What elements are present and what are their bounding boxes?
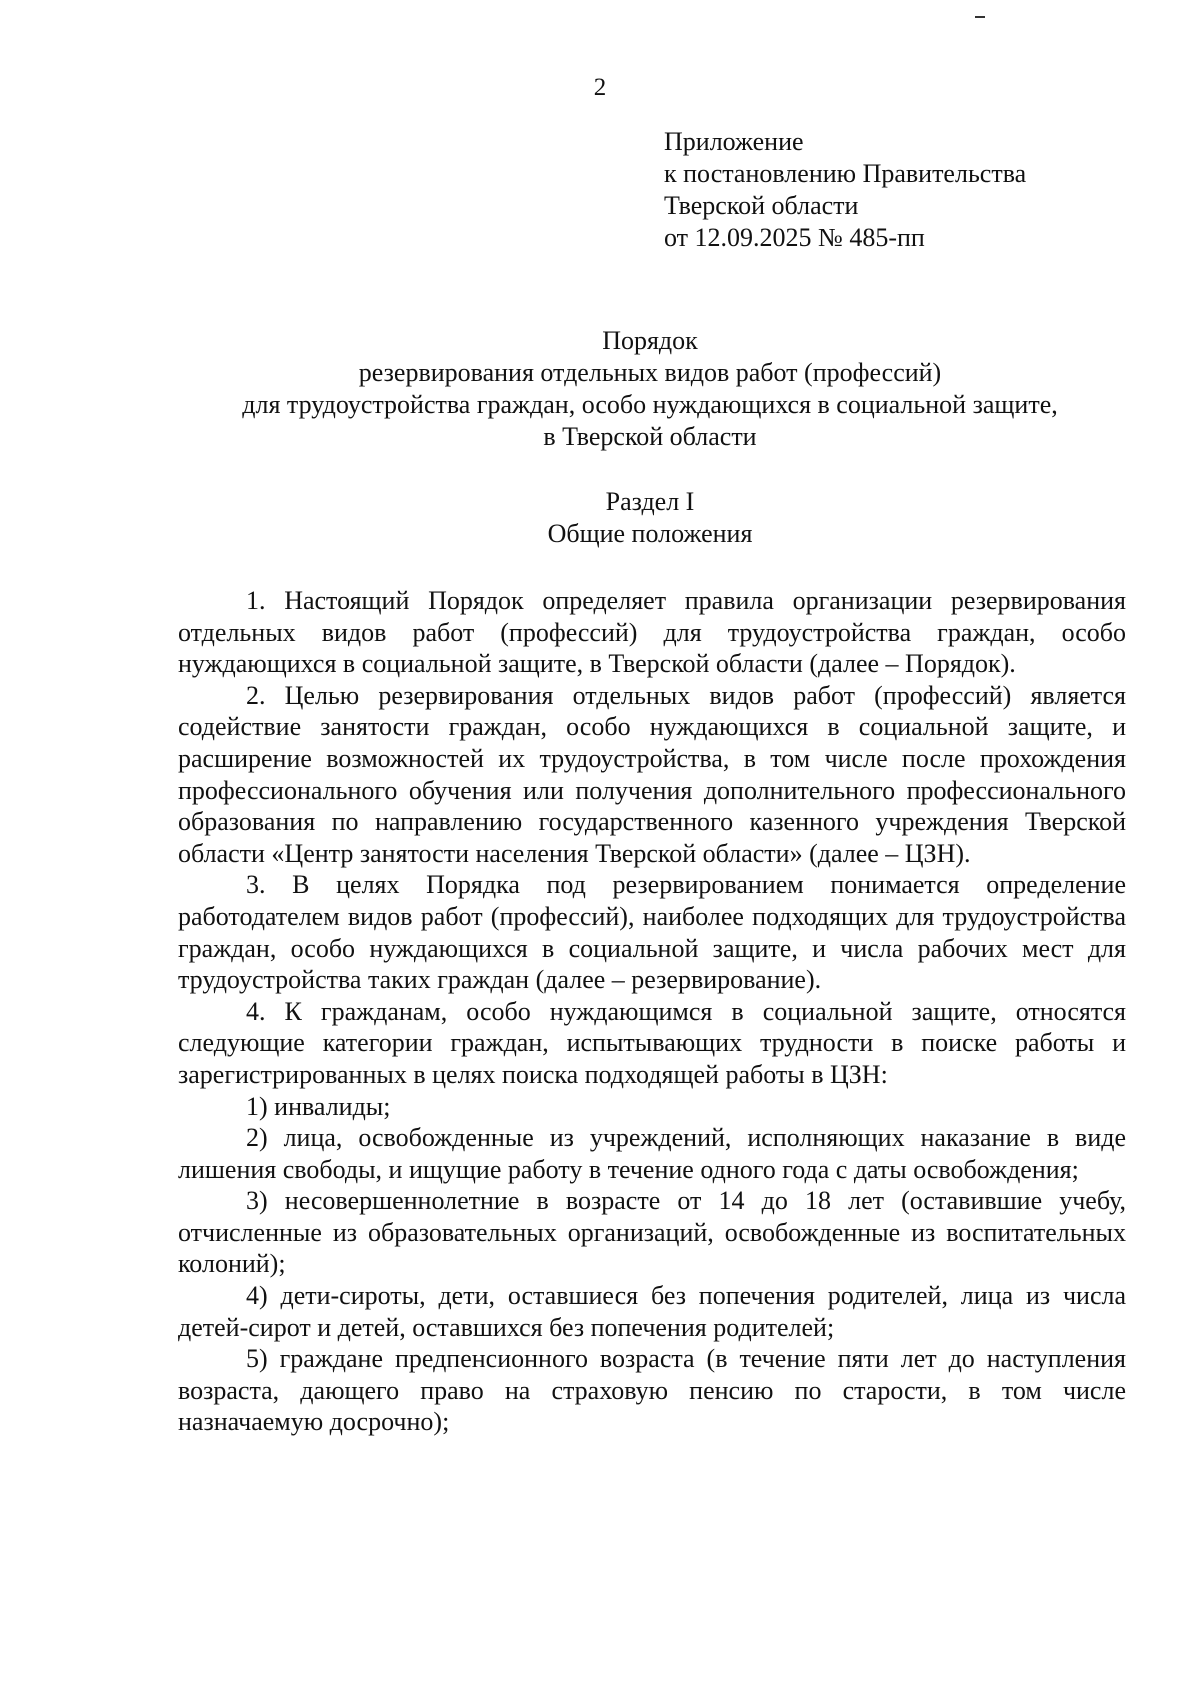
list-item-2: 2) лица, освобожденные из учреждений, исполняющих наказание в виде лишения свободы, и ищущие работу в течение одного года с даты освобождения; [178, 1123, 1126, 1184]
title-line: для трудоустройства граждан, особо нуждающихся в социальной защите, [242, 390, 1058, 419]
list-item-1: 1) инвалиды; [246, 1091, 391, 1121]
title-line: Порядок [602, 326, 698, 355]
appendix-line: от 12.09.2025 № 485-пп [664, 223, 925, 252]
title-line: в Тверской области [543, 422, 757, 451]
list-item-5: 5) граждане предпенсионного возраста (в течение пяти лет до наступления возраста, дающего право на страховую пенсию по старости, в том числе назначаемую досрочно); [178, 1344, 1126, 1437]
section-heading [150, 486, 1150, 550]
scan-speck [975, 16, 985, 18]
paragraph-2: 2. Целью резервирования отдельных видов работ (профессий) является содействие занятости граждан, особо нуждающихся в социальной защите, и расширение возможностей их трудоустройства, в том числе после прохождения профессионального обучения или получения дополнительного профессионального образования по направлению государственного казенного учреждения Тверской области «Центр занятости населения Тверской области» (далее – ЦЗН). [178, 680, 1126, 868]
appendix-line: Приложение [664, 127, 804, 156]
paragraph-3: 3. В целях Порядка под резервированием понимается определение работодателем видов работ (профессий), наиболее подходящих для трудоустройства граждан, особо нуждающихся в социальной защите, и числа рабочих мест для трудоустройства таких граждан (далее – резервирование). [178, 870, 1126, 995]
document-title [150, 325, 1150, 453]
page-number: 2 [593, 74, 607, 101]
list-item-3: 3) несовершеннолетние в возрасте от 14 до 18 лет (оставившие учебу, отчисленные из образовательных организаций, освобожденные из воспитательных колоний); [178, 1186, 1126, 1279]
body-text [178, 585, 1126, 1438]
list-item-4: 4) дети-сироты, дети, оставшиеся без попечения родителей, лица из числа детей-сирот и детей, оставшихся без попечения родителей; [178, 1281, 1126, 1342]
appendix-line: к постановлению Правительства [664, 159, 1027, 188]
paragraph-4: 4. К гражданам, особо нуждающимся в социальной защите, относятся следующие категории граждан, испытывающих трудности в поиске работы и зарегистрированных в целях поиска подходящей работы в ЦЗН: [178, 996, 1126, 1089]
title-line: резервирования отдельных видов работ (профессий) [358, 358, 942, 387]
paragraph-1: 1. Настоящий Порядок определяет правила организации резервирования отдельных видов работ (профессий) для трудоустройства граждан, особо нуждающихся в социальной защите, в Тверской области (далее – Порядок). [178, 586, 1126, 679]
section-number: Раздел I [605, 487, 695, 516]
section-name: Общие положения [547, 519, 753, 548]
appendix-block [664, 126, 1026, 254]
appendix-line: Тверской области [664, 191, 859, 220]
